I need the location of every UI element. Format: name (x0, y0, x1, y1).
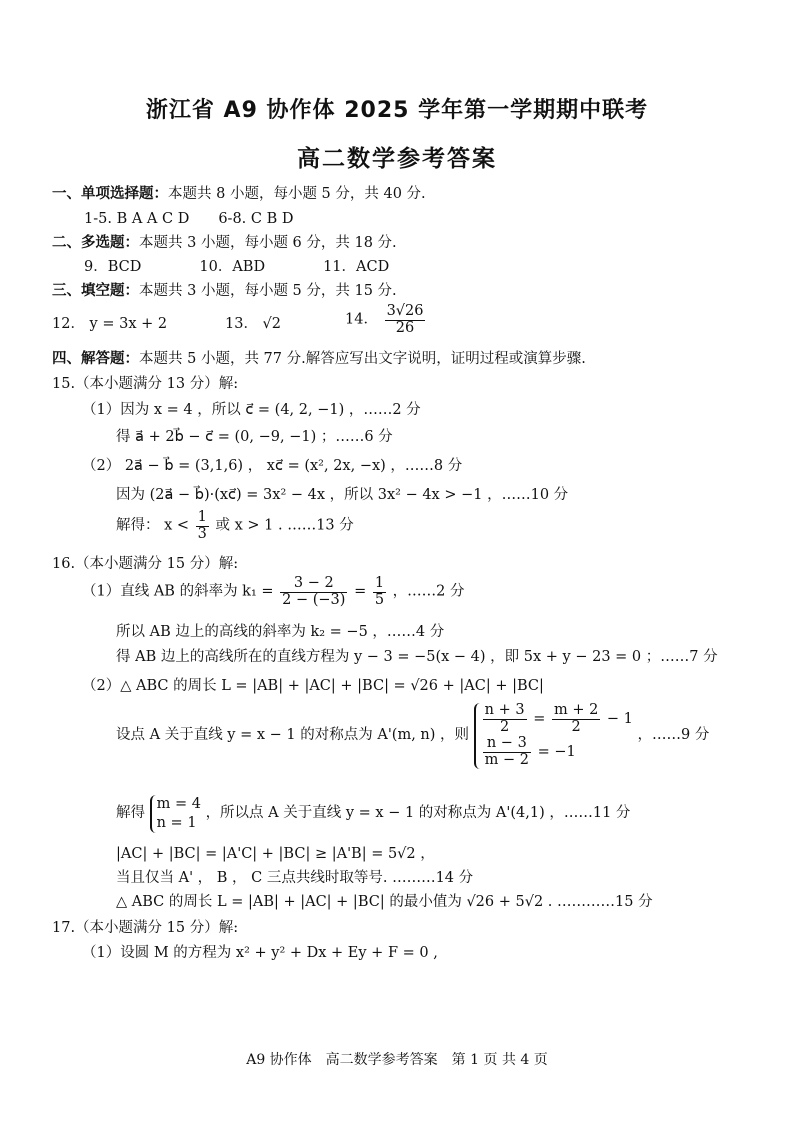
section-1-heading (52, 186, 426, 203)
answer-12: 12． y = 3x + 2 (52, 316, 168, 332)
fraction-denominator: m − 2 (484, 751, 529, 768)
fraction-numerator: m + 2 (553, 702, 599, 718)
section-1-desc: 本题共 8 小题，每小题 5 分，共 40 分. (168, 186, 426, 202)
solution-row-2: n = 1 (156, 814, 197, 831)
fraction-numerator: 3√26 (386, 303, 424, 319)
fraction-denominator: 5 (374, 591, 385, 608)
q16-line-6-pre: 解得 (116, 805, 145, 822)
q16-line-2: 所以 AB 边上的高线的斜率为 k₂ = −5 ，……4 分 (116, 624, 445, 640)
q16-line-5-post: ，……9 分 (637, 727, 710, 744)
fraction-numerator: n − 3 (483, 736, 531, 753)
section-4-heading (52, 351, 586, 368)
section-1-label: 一、单项选择题： (52, 186, 168, 202)
section-3-label: 三、填空题： (52, 283, 139, 299)
fraction (483, 736, 531, 769)
q17-line-1: （1）设圆 M 的方程为 x² + y² + Dx + Ey + F = 0 , (82, 945, 438, 961)
equation-system (474, 703, 633, 769)
q15-line-1: （1）因为 x = 4 ，所以 c⃗ = (4, 2, −1) ，……2 分 (82, 402, 421, 418)
q17-heading: 17.（本小题满分 15 分）解: (52, 920, 239, 936)
q16-slope-fraction (280, 576, 347, 609)
section-4-label: 四、解答题： (52, 351, 139, 367)
fraction (552, 703, 600, 736)
q16-line-3: 得 AB 边上的高线所在的直线方程为 y − 3 = −5(x − 4) ，即 5x + y − 23 = 0 ；……7 分 (116, 649, 718, 665)
section-2-desc: 本题共 3 小题，每小题 6 分，共 18 分. (139, 235, 397, 251)
q15-line-5 (116, 510, 354, 543)
q16-line-1 (82, 576, 465, 609)
fraction-numerator: 3 − 2 (280, 576, 347, 593)
section-2-answers: 9．BCD 10．ABD 11．ACD (84, 259, 390, 275)
row-1-tail: − 1 (606, 711, 633, 728)
q16-line-1-pre: （1）直线 AB 的斜率为 k₁ = (82, 583, 274, 600)
fraction (483, 703, 527, 736)
solution-row-1: m = 4 (156, 796, 201, 812)
q15-line-5-post: 或 x > 1 . ……13 分 (215, 517, 354, 534)
q16-line-4: （2）△ ABC 的周长 L = |AB| + |AC| + |BC| = √26 + |AC| + |BC| (82, 678, 544, 694)
fraction-denominator: 2 (571, 718, 581, 735)
q16-line-5-pre: 设点 A 关于直线 y = x − 1 的对称点为 A'(m, n) ，则 (116, 727, 470, 744)
section-4-desc: 本题共 5 小题，共 77 分.解答应写出文字说明，证明过程或演算步骤. (139, 351, 586, 367)
q15-line-3: （2） 2a⃗ − b⃗ = (3,1,6) ， xc⃗ = (x², 2x, −x) ，……8 分 (82, 458, 463, 474)
q15-line-4: 因为 (2a⃗ − b⃗)·(xc⃗) = 3x² − 4x ，所以 3x² − 4x > −1 ，……10 分 (116, 487, 569, 503)
equals-sign: = (354, 583, 367, 600)
section-3-desc: 本题共 3 小题，每小题 5 分，共 15 分. (139, 283, 397, 299)
fraction-numerator: 1 (374, 575, 385, 591)
solution-system (150, 795, 201, 833)
q16-line-9: △ ABC 的周长 L = |AB| + |AC| + |BC| 的最小值为 √26 + 5√2 . …………15 分 (116, 894, 653, 910)
q16-line-7: |AC| + |BC| = |A'C| + |BC| ≥ |A'B| = 5√2 ， (116, 846, 435, 862)
q15-heading: 15.（本小题满分 13 分）解: (52, 376, 239, 392)
system-row-2 (481, 736, 633, 769)
q16-line-6-post: ，所以点 A 关于直线 y = x − 1 的对称点为 A'(4,1) ，……11 分 (205, 805, 631, 822)
answer-14 (345, 304, 427, 337)
q15-line-5-pre: 解得： x < (116, 517, 190, 534)
section-2-heading (52, 235, 397, 252)
section-1-answers: 1-5. B A A C D 6-8. C B D (84, 211, 294, 227)
q16-line-8: 当且仅当 A' ， B ， C 三点共线时取等号. ………14 分 (116, 870, 474, 886)
fraction-denominator: 26 (395, 319, 415, 336)
answer-13: 13． √2 (225, 316, 282, 332)
page-footer: A9 协作体 高二数学参考答案 第 1 页 共 4 页 (246, 1052, 548, 1068)
fraction-denominator: 3 (197, 525, 207, 542)
q15-line-2: 得 a⃗ + 2b⃗ − c⃗ = (0, −9, −1) ；……6 分 (116, 429, 393, 445)
q16-line-5 (116, 703, 709, 769)
equals-sign: = (533, 711, 546, 728)
document-subtitle: 高二数学参考答案 (297, 146, 497, 172)
q16-slope-result (373, 576, 386, 609)
row-2-tail: = −1 (537, 743, 576, 760)
answer-14-label: 14． (345, 311, 378, 328)
fraction-denominator: 2 − (−3) (282, 591, 346, 608)
system-row-1 (481, 703, 633, 736)
q16-line-6 (116, 795, 630, 833)
section-2-label: 二、多选题： (52, 235, 139, 251)
fraction-numerator: n + 3 (484, 702, 525, 718)
fraction-denominator: 2 (500, 718, 510, 735)
section-3-heading (52, 283, 397, 300)
document-title: 浙江省 A9 协作体 2025 学年第一学期期中联考 (145, 98, 649, 123)
answer-14-fraction (385, 304, 426, 337)
fraction-numerator: 1 (197, 509, 207, 525)
q16-heading: 16.（本小题满分 15 分）解: (52, 556, 239, 572)
q15-fraction (196, 510, 209, 543)
q16-line-1-post: ，……2 分 (392, 583, 465, 600)
